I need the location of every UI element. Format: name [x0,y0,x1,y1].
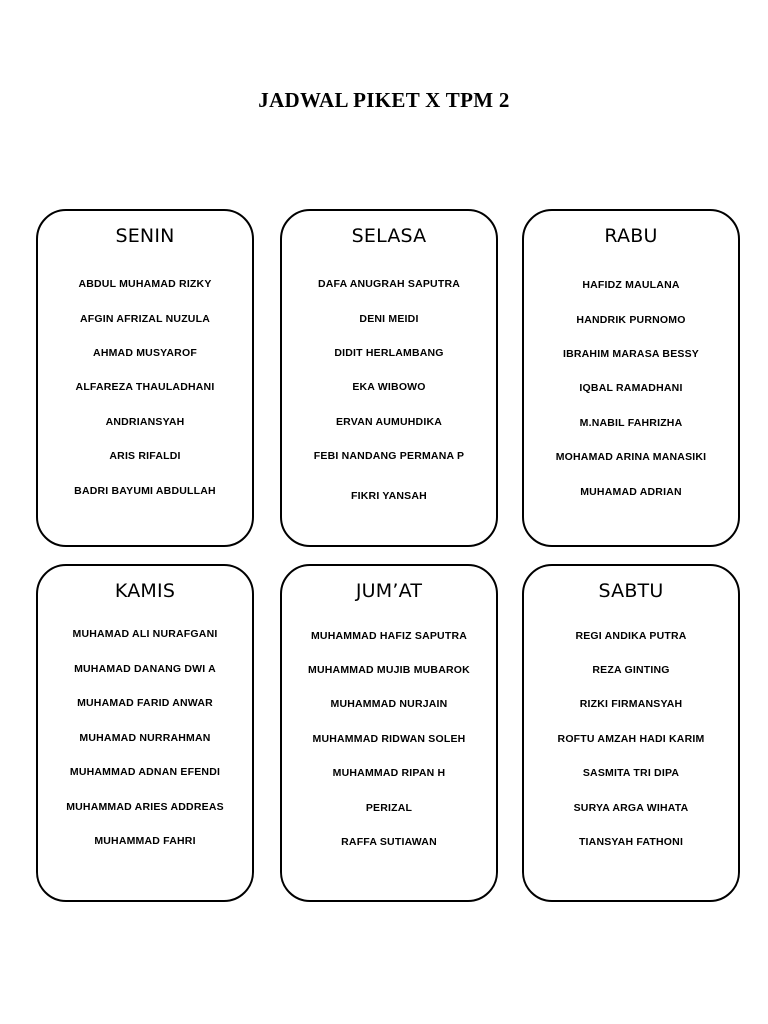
member-name: DIDIT HERLAMBANG [334,347,444,359]
member-name: HAFIDZ MAULANA [582,279,680,291]
member-name: FIKRI YANSAH [351,490,427,502]
day-card-rabu [522,209,740,547]
member-name: HANDRIK PURNOMO [576,314,686,326]
member-name: MUHAMAD DANANG DWI A [74,663,216,675]
member-name: MUHAMMAD RIPAN H [332,767,446,779]
member-name: PERIZAL [365,802,413,814]
day-card-sabtu [522,564,740,902]
day-title: SABTU [598,580,664,602]
day-title: KAMIS [114,580,176,602]
member-name: DAFA ANUGRAH SAPUTRA [317,278,461,290]
member-name: MUHAMMAD NURJAIN [330,698,448,710]
member-name: MUHAMMAD FAHRI [94,835,196,847]
member-name: MUHAMAD ALI NURAFGANI [72,628,218,640]
member-name: RIZKI FIRMANSYAH [579,698,683,710]
member-name: ARIS RIFALDI [109,450,181,462]
member-name: FEBI NANDANG PERMANA P [313,450,465,462]
member-name: AHMAD MUSYAROF [93,347,197,359]
member-name: MUHAMMAD ARIES ADDREAS [66,801,224,813]
member-name: BADRI BAYUMI ABDULLAH [74,485,216,497]
member-name: M.NABIL FAHRIZHA [579,417,683,429]
member-name: TIANSYAH FATHONI [578,836,684,848]
member-name: MUHAMAD ADRIAN [580,486,682,498]
day-card-jumat [280,564,498,902]
member-name: MUHAMMAD ADNAN EFENDI [69,766,221,778]
member-name: MUHAMMAD MUJIB MUBAROK [308,664,470,676]
member-name: MUHAMAD FARID ANWAR [77,697,213,709]
member-name: RAFFA SUTIAWAN [341,836,437,848]
member-name: ERVAN AUMUHDIKA [335,416,443,428]
member-name: IBRAHIM MARASA BESSY [562,348,700,360]
member-name: MUHAMAD NURRAHMAN [79,732,211,744]
member-name: ABDUL MUHAMAD RIZKY [78,278,212,290]
member-name: REGI ANDIKA PUTRA [575,630,687,642]
day-card-senin [36,209,254,547]
member-name: MOHAMAD ARINA MANASIKI [555,451,707,463]
member-name: REZA GINTING [592,664,670,676]
day-card-kamis [36,564,254,902]
member-name: ROFTU AMZAH HADI KARIM [557,733,705,745]
member-name: SASMITA TRI DIPA [582,767,680,779]
page-title: JADWAL PIKET X TPM 2 [258,88,510,112]
member-name: AFGIN AFRIZAL NUZULA [80,313,210,325]
day-title: SENIN [115,225,175,247]
member-name: IQBAL RAMADHANI [579,382,683,394]
member-name: ANDRIANSYAH [105,416,185,428]
member-name: DENI MEIDI [359,313,419,325]
day-title: SELASA [351,225,427,247]
day-title: RABU [604,225,658,247]
day-title: JUM’AT [355,580,423,602]
member-name: ALFAREZA THAULADHANI [75,381,215,393]
day-card-selasa [280,209,498,547]
member-name: MUHAMMAD HAFIZ SAPUTRA [310,630,468,642]
member-name: SURYA ARGA WIHATA [573,802,689,814]
member-name: EKA WIBOWO [352,381,426,393]
member-name: MUHAMMAD RIDWAN SOLEH [312,733,466,745]
